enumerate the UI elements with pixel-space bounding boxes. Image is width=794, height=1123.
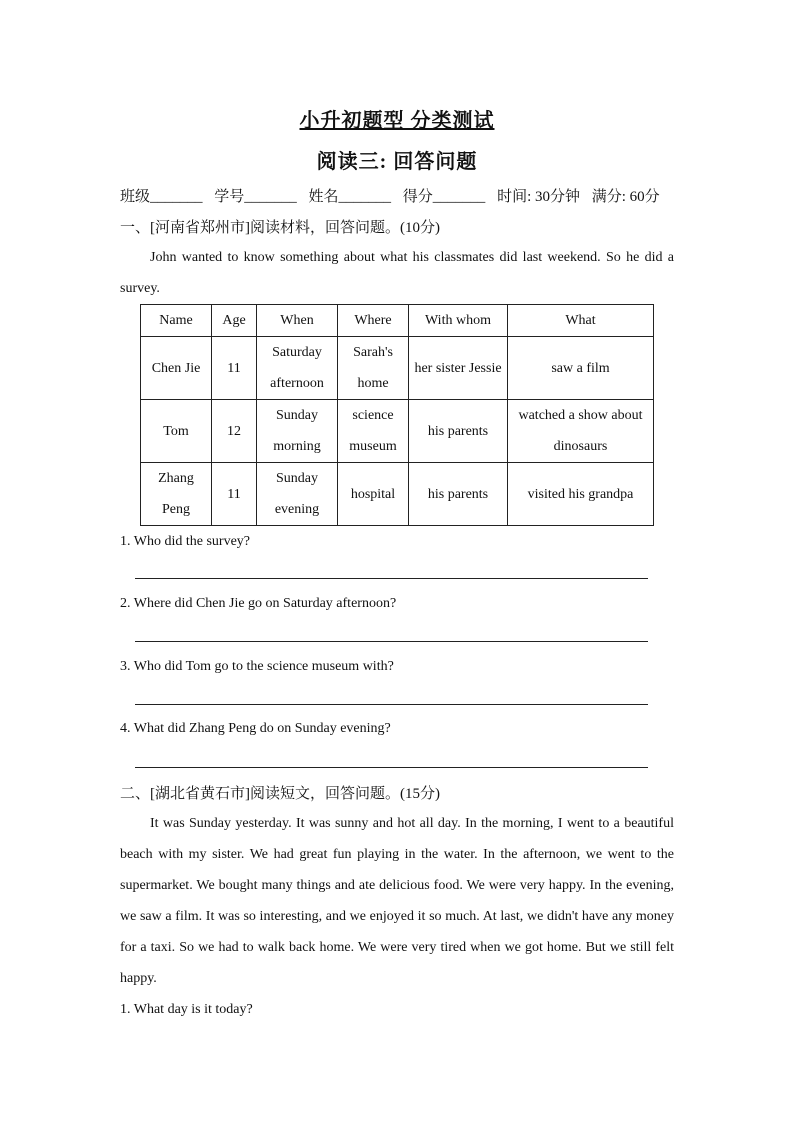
cell-when: Sunday evening	[257, 463, 338, 526]
student-info-line	[120, 185, 668, 206]
table-row	[141, 400, 654, 463]
table-header-row	[141, 305, 654, 337]
cell-where: hospital	[338, 463, 409, 526]
header-what: What	[508, 305, 654, 337]
cell-with-whom: his parents	[409, 400, 508, 463]
page-title: 小升初题型 分类测试	[299, 110, 495, 132]
name-field: 姓名_______	[308, 189, 392, 205]
header-with-whom: With whom	[409, 305, 508, 337]
survey-table	[140, 304, 654, 526]
answer-line-1[interactable]	[135, 578, 648, 579]
cell-what: saw a film	[508, 337, 654, 400]
score-field: 得分_______	[402, 189, 486, 205]
cell-where: science museum	[338, 400, 409, 463]
answer-line-2[interactable]	[135, 641, 648, 642]
cell-what: visited his grandpa	[508, 463, 654, 526]
time-limit: 时间: 30分钟	[497, 189, 580, 205]
answer-line-4[interactable]	[135, 767, 648, 768]
cell-name: Zhang Peng	[141, 463, 212, 526]
class-field: 班级_______	[120, 189, 203, 205]
answer-line-3[interactable]	[135, 704, 648, 705]
table-row	[141, 337, 654, 400]
header-name: Name	[141, 305, 212, 337]
cell-name: Chen Jie	[141, 337, 212, 400]
cell-name: Tom	[141, 400, 212, 463]
section2-passage-text: It was Sunday yesterday. It was sunny and hot all day. In the morning, I went to a beautiful beach with my sister. We had great fun playing in the water. In the afternoon, we went to the supermarket. We bought many things and ate delicious food. We were very happy. In the evening, we saw a film. It was so interesting, and we enjoyed it so much. At last, we didn't have any money for a taxi. So we had to walk back home. We were very tired when we got home. But we still felt happy.	[120, 816, 674, 986]
page-subtitle: 阅读三: 回答问题	[316, 151, 478, 173]
cell-when: Sunday morning	[257, 400, 338, 463]
section2-question-1: 1. What day is it today?	[120, 1002, 253, 1017]
section1-intro-text: John wanted to know something about what his classmates did last weekend. So he did a survey.	[120, 250, 674, 296]
question-1: 1. Who did the survey?	[120, 534, 250, 549]
section1-intro	[120, 242, 674, 304]
header-where: Where	[338, 305, 409, 337]
cell-what: watched a show about dinosaurs	[508, 400, 654, 463]
question-4: 4. What did Zhang Peng do on Sunday evening?	[120, 721, 391, 736]
question-3: 3. Who did Tom go to the science museum with?	[120, 659, 394, 674]
student-number-field: 学号_______	[214, 189, 297, 205]
section2-passage	[120, 808, 674, 994]
cell-age: 11	[212, 337, 257, 400]
cell-age: 12	[212, 400, 257, 463]
cell-when: Saturday afternoon	[257, 337, 338, 400]
table-row	[141, 463, 654, 526]
cell-age: 11	[212, 463, 257, 526]
cell-with-whom: her sister Jessie	[409, 337, 508, 400]
section2-heading: 二、[湖北省黄石市]阅读短文，回答问题。(15分)	[120, 786, 440, 802]
header-age: Age	[212, 305, 257, 337]
full-marks: 满分: 60分	[591, 189, 660, 205]
question-2: 2. Where did Chen Jie go on Saturday afternoon?	[120, 596, 397, 611]
cell-where: Sarah's home	[338, 337, 409, 400]
header-when: When	[257, 305, 338, 337]
cell-with-whom: his parents	[409, 463, 508, 526]
section1-heading: 一、[河南省郑州市]阅读材料，回答问题。(10分)	[120, 220, 440, 236]
